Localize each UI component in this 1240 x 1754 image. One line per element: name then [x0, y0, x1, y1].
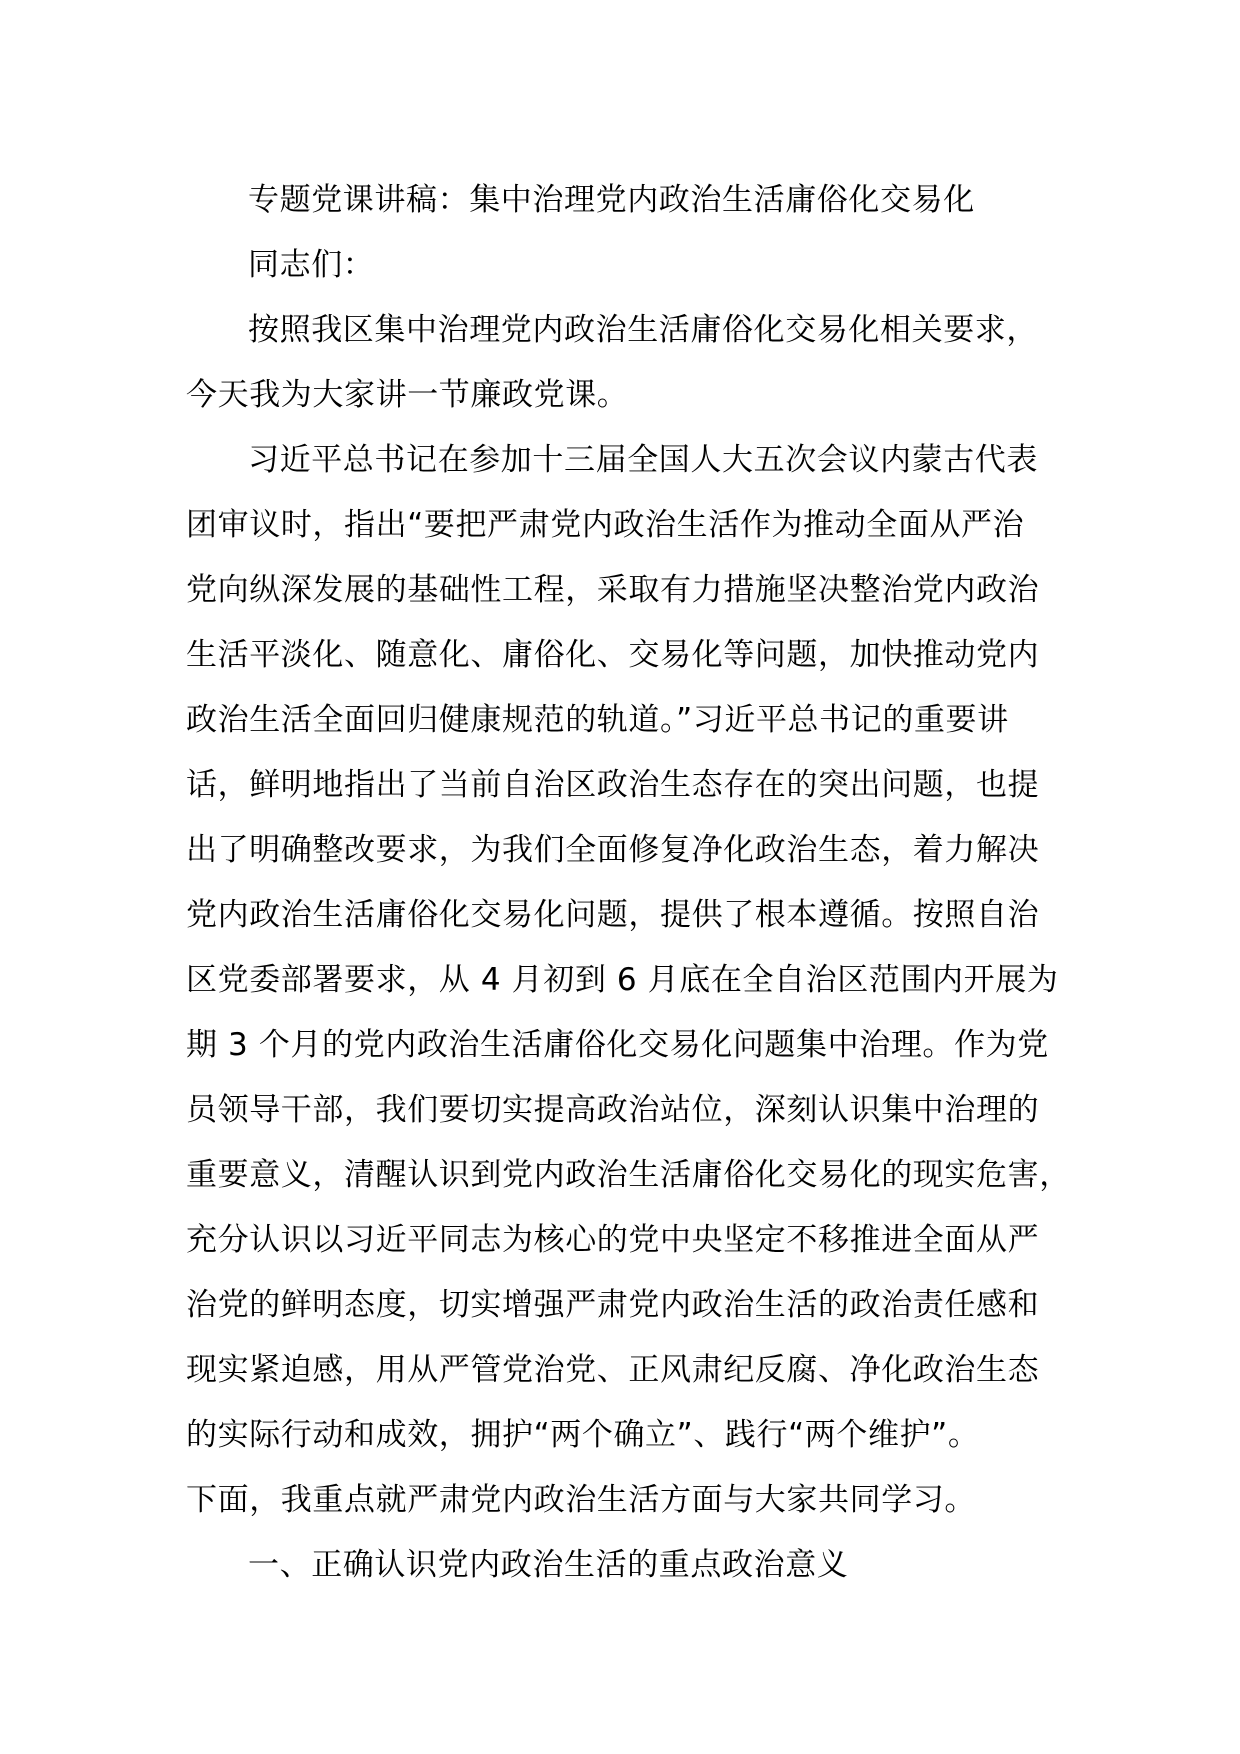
- paragraph-line: 区党委部署要求，从 4 月初到 6 月底在全自治区范围内开展为: [186, 962, 1059, 998]
- paragraph-line: 的实际行动和成效，拥护“两个确立”、践行“两个维护”。: [186, 1417, 980, 1453]
- paragraph-intro: [186, 298, 1086, 428]
- paragraph-line: 下面，我重点就严肃党内政治生活方面与大家共同学习。: [186, 1482, 976, 1518]
- document-title: 专题党课讲稿：集中治理党内政治生活庸俗化交易化: [248, 182, 975, 218]
- paragraph-line: 充分认识以习近平同志为核心的党中央坚定不移推进全面从严: [186, 1222, 1040, 1258]
- paragraph-line: 员领导干部，我们要切实提高政治站位，深刻认识集中治理的: [186, 1092, 1040, 1128]
- paragraph-main: [186, 428, 1086, 1533]
- paragraph-line: 出了明确整改要求，为我们全面修复净化政治生态，着力解决: [186, 832, 1040, 868]
- paragraph-line: 期 3 个月的党内政治生活庸俗化交易化问题集中治理。作为党: [186, 1027, 1049, 1063]
- paragraph-line: 按照我区集中治理党内政治生活庸俗化交易化相关要求，: [248, 312, 1038, 348]
- paragraph-line: 习近平总书记在参加十三届全国人大五次会议内蒙古代表: [248, 442, 1038, 478]
- paragraph-line: 重要意义，清醒认识到党内政治生活庸俗化交易化的现实危害，: [186, 1157, 1071, 1193]
- salutation: 同志们：: [248, 247, 375, 283]
- paragraph-line: 团审议时，指出“要把严肃党内政治生活作为推动全面从严治: [186, 507, 1025, 543]
- section-heading: 一、正确认识党内政治生活的重点政治意义: [248, 1547, 849, 1583]
- document-body: [186, 168, 1086, 1598]
- paragraph-line: 党内政治生活庸俗化交易化问题，提供了根本遵循。按照自治: [186, 897, 1040, 933]
- paragraph-line: 生活平淡化、随意化、庸俗化、交易化等问题，加快推动党内: [186, 637, 1040, 673]
- paragraph-line: 治党的鲜明态度，切实增强严肃党内政治生活的政治责任感和: [186, 1287, 1040, 1323]
- paragraph-line: 现实紧迫感，用从严管党治党、正风肃纪反腐、净化政治生态: [186, 1352, 1040, 1388]
- paragraph-line: 今天我为大家讲一节廉政党课。: [186, 377, 629, 413]
- paragraph-line: 政治生活全面回归健康规范的轨道。”习近平总书记的重要讲: [186, 702, 1009, 738]
- paragraph-line: 党向纵深发展的基础性工程，采取有力措施坚决整治党内政治: [186, 572, 1040, 608]
- paragraph-line: 话，鲜明地指出了当前自治区政治生态存在的突出问题，也提: [186, 767, 1040, 803]
